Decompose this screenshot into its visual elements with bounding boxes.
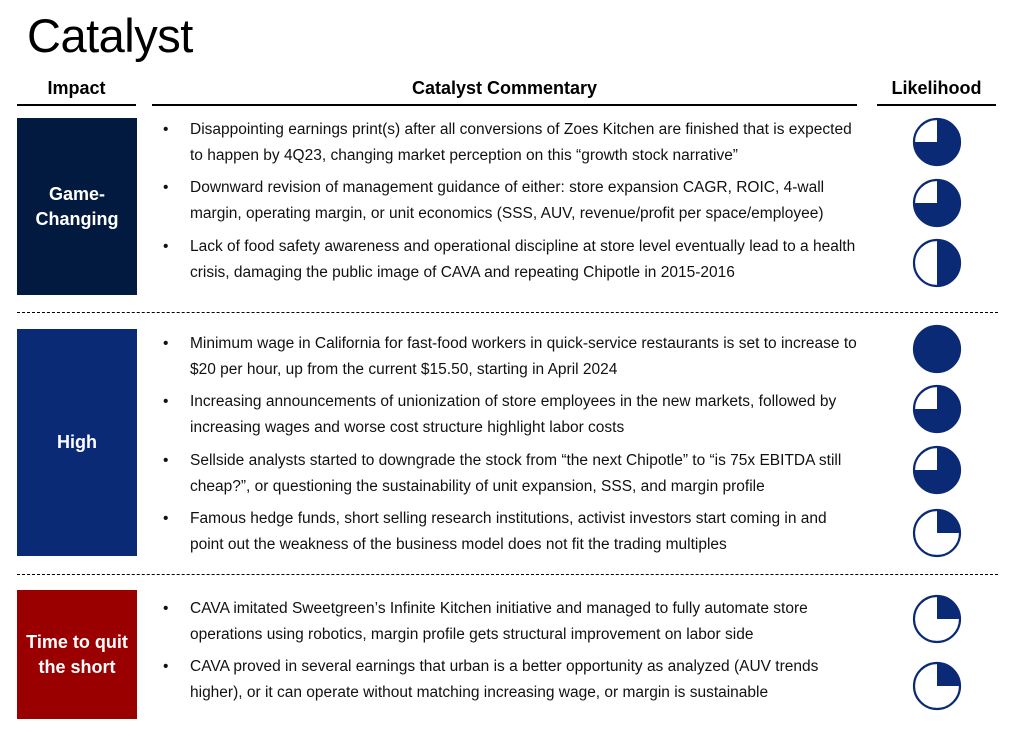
harvey-ball-outline	[914, 326, 960, 372]
item-text: Sellside analysts started to downgrade the stock from “the next Chipotle” to “is 75x EBITDA still cheap?”, or questioning the sustainability of unit expansion, SSS, and margin profile	[190, 452, 842, 495]
item-text: Famous hedge funds, short selling research institutions, activist investors start coming in and point out the weakness of the business model does not fit the trading multiples	[190, 510, 827, 553]
harvey-ball-fill	[937, 240, 960, 286]
harvey-ball-fill	[937, 663, 960, 686]
impact-game-changing	[17, 118, 137, 295]
bullet: •	[163, 335, 169, 352]
harvey-ball-icon	[912, 238, 962, 288]
harvey-ball-icon	[912, 324, 962, 374]
bullet: •	[163, 238, 169, 255]
harvey-ball-fill	[937, 596, 960, 619]
harvey-ball-icon	[912, 661, 962, 711]
impact-label: High	[57, 432, 97, 452]
harvey-ball-icon	[912, 594, 962, 644]
header-likelihood: Likelihood	[877, 78, 996, 106]
impact-high	[17, 329, 137, 556]
impact-label: Time to quit the short	[26, 631, 128, 677]
section-divider	[17, 574, 998, 575]
bullet: •	[163, 179, 169, 196]
bullet: •	[163, 121, 169, 138]
harvey-ball-icon	[912, 117, 962, 167]
harvey-ball-icon	[912, 384, 962, 434]
bullet: •	[163, 658, 169, 675]
harvey-ball-icon	[912, 178, 962, 228]
impact-time-to-quit	[17, 590, 137, 719]
harvey-ball-icon	[912, 445, 962, 495]
impact-label: Game-Changing	[35, 183, 119, 229]
item-text: Downward revision of management guidance of either: store expansion CAGR, ROIC, 4-wall margin, operating margin, or unit economics (SSS, AUV, revenue/profit per space/employee)	[190, 179, 825, 222]
header-commentary: Catalyst Commentary	[152, 78, 857, 106]
bullet: •	[163, 510, 169, 527]
harvey-ball-fill	[937, 510, 960, 533]
item-text: Lack of food safety awareness and operational discipline at store level eventually lead to a health crisis, damaging the public image of CAVA and repeating Chipotle in 2015-2016	[190, 238, 856, 281]
bullet: •	[163, 452, 169, 469]
bullet: •	[163, 600, 169, 617]
bullet: •	[163, 393, 169, 410]
item-text: CAVA imitated Sweetgreen’s Infinite Kitchen initiative and managed to fully automate store operations using robotics, margin profile gets structural improvement on labor side	[190, 600, 808, 643]
header-impact: Impact	[17, 78, 136, 106]
page-title: Catalyst	[27, 9, 193, 62]
item-text: Disappointing earnings print(s) after all conversions of Zoes Kitchen are finished that is expected to happen by 4Q23, changing market perception on this “growth stock narrative”	[190, 121, 852, 164]
item-text: Minimum wage in California for fast-food workers in quick-service restaurants is set to increase to $20 per hour, up from the current $15.50, starting in April 2024	[190, 335, 857, 378]
item-text: Increasing announcements of unionization of store employees in the new markets, followed by increasing wages and worse cost structure highlight labor costs	[190, 393, 837, 436]
item-text: CAVA proved in several earnings that urban is a better opportunity as analyzed (AUV trends higher), or it can operate without matching increasing wage, or margin is sustainable	[190, 658, 819, 701]
harvey-ball-icon	[912, 508, 962, 558]
section-divider	[17, 312, 998, 313]
